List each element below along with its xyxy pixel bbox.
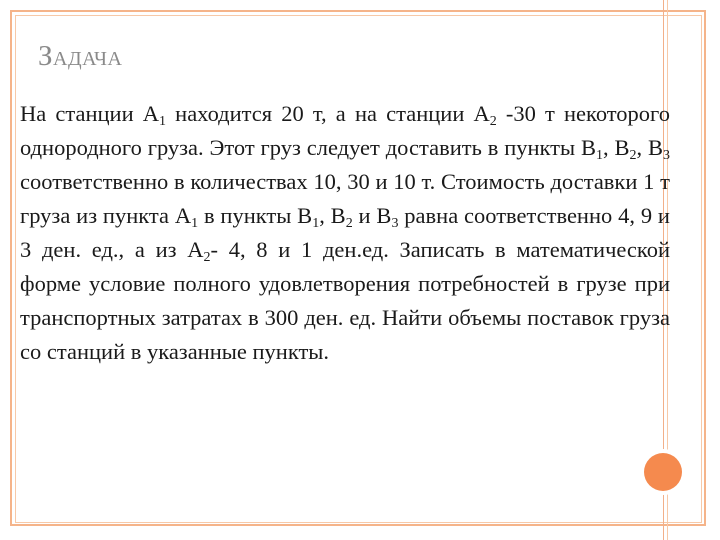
decorative-circle-icon — [640, 449, 686, 495]
text-segment: в пункты В — [198, 203, 313, 228]
text-segment: равна соответственно 4, 9 и 3 ден. ед., а из А — [20, 203, 670, 262]
text-segment: , В — [636, 135, 663, 160]
subscript: 1 — [191, 216, 199, 231]
problem-text — [20, 97, 670, 369]
text-segment: соответственно в количествах 10, 30 и 10 т. Стоимость доставки 1 т груза из пункта А — [20, 169, 670, 228]
subscript: 3 — [391, 216, 399, 231]
text-segment: На станции А — [20, 101, 160, 126]
subscript: 1 — [312, 216, 320, 231]
subscript: 2 — [489, 114, 497, 129]
slide-title: Задача — [38, 40, 123, 72]
text-segment: , В — [602, 135, 630, 160]
subscript: 1 — [159, 114, 167, 129]
subscript: 2 — [203, 250, 211, 265]
text-segment: , В — [319, 203, 346, 228]
subscript: 3 — [662, 148, 670, 163]
subscript: 2 — [629, 148, 637, 163]
subscript: 2 — [345, 216, 353, 231]
text-segment: и В — [352, 203, 392, 228]
subscript: 1 — [595, 148, 603, 163]
text-segment: находится 20 т, а на станции А — [166, 101, 490, 126]
text-segment: -30 т некоторого однородного груза. Этот груз следует доставить в пункты В — [20, 101, 670, 160]
text-segment: - 4, 8 и 1 ден.ед. Записать в математической форме условие полного удовлетворения потребностей в грузе при транспортных затратах в 300 ден. ед. Найти объемы поставок груза со станций в указанные пункты. — [20, 237, 670, 364]
